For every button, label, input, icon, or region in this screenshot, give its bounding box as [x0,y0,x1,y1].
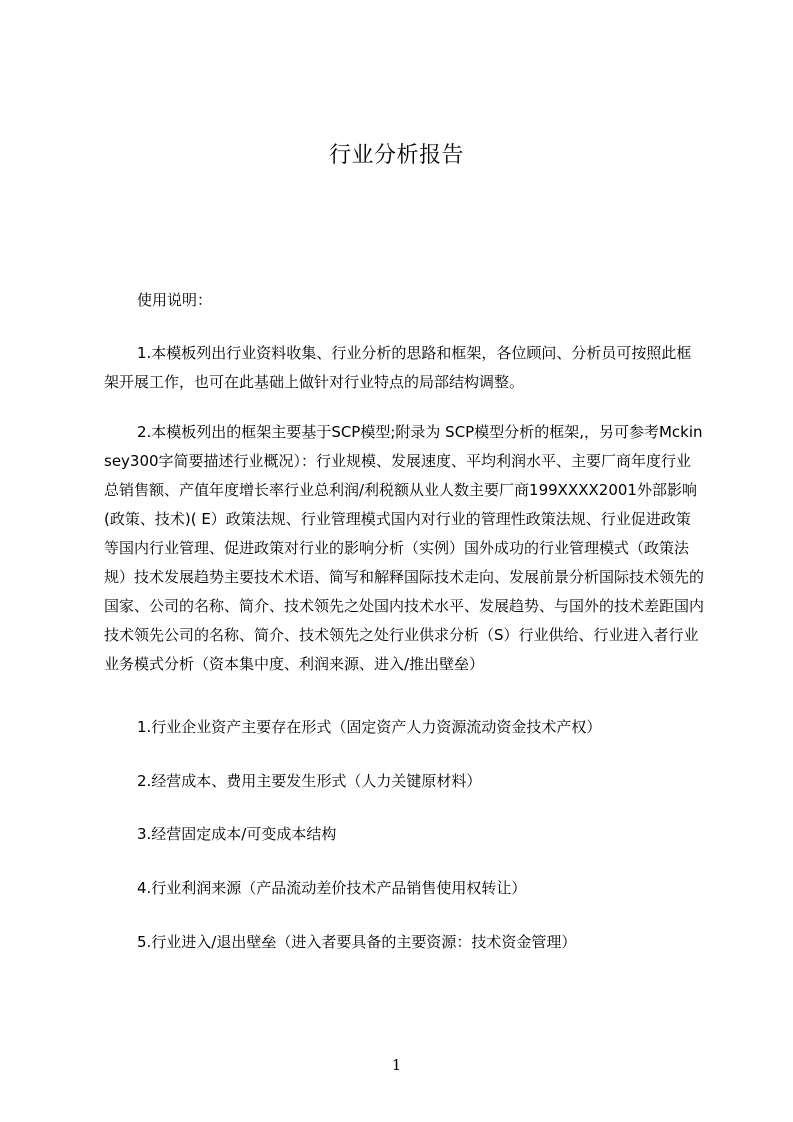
list-item: 2.经营成本、费用主要发生形式（人力关键原材料） [137,772,482,790]
document-title: 行业分析报告 [328,143,464,168]
page-number: 1 [391,1056,402,1074]
usage-heading: 使用说明： [137,291,213,309]
list-item: 5.行业进入/退出壁垒（进入者要具备的主要资源：技术资金管理） [137,933,577,951]
instruction-paragraph-2: 2.本模板列出的框架主要基于SCP模型;附录为 SCP模型分析的框架,，另可参考Mckinsey300字简要描述行业概况）：行业规模、发展速度、平均利润水平、主要厂商年度行业总销售额、产值年度增长率行业总利润/利税额从业人数主要厂商199XXXX2001外部影响(政策、技术)( E）政策法规、行业管理模式国内对行业的管理性政策法规、行业促进政策等国内行业管理、促进政策对行业的影响分析（实例）国外成功的行业管理模式（政策法规）技术发展趋势主要技术术语、简写和解释国际技术走向、发展前景分析国际技术领先的国家、公司的名称、简介、技术领先之处国内技术水平、发展趋势、与国外的技术差距国内技术领先公司的名称、简介、技术领先之处行业供求分析（S）行业供给、行业进入者行业业务模式分析（资本集中度、利润来源、进入/推出壁垒） [104,423,704,673]
list-item: 1.行业企业资产主要存在形式（固定资产人力资源流动资金技术产权） [137,718,602,736]
list-item: 4.行业利润来源（产品流动差价技术产品销售使用权转让） [137,879,527,897]
instruction-paragraph-1: 1.本模板列出行业资料收集、行业分析的思路和框架，各位顾问、分析员可按照此框架开展工作，也可在此基础上做针对行业特点的局部结构调整。 [104,344,692,391]
list-item: 3.经营固定成本/可变成本结构 [137,825,337,843]
